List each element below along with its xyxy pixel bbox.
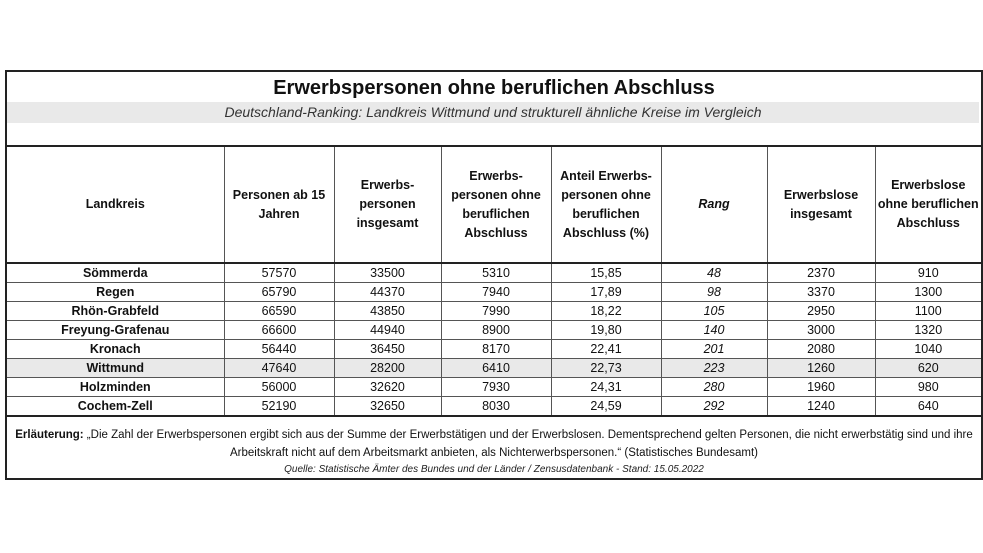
table-row — [7, 378, 981, 397]
cell-erwerbslose-insgesamt: 2370 — [767, 263, 875, 283]
cell-anteil: 24,31 — [551, 378, 661, 397]
cell-erwerbspersonen-ohne-abschluss: 6410 — [441, 359, 551, 378]
cell-anteil: 18,22 — [551, 302, 661, 321]
cell-anteil: 19,80 — [551, 321, 661, 340]
cell-erwerbspersonen-ohne-abschluss: 8900 — [441, 321, 551, 340]
cell-personen-ab-15: 66600 — [224, 321, 334, 340]
cell-erwerbslose-insgesamt: 2080 — [767, 340, 875, 359]
cell-erwerbslose-insgesamt: 1260 — [767, 359, 875, 378]
cell-erwerbspersonen-insgesamt: 36450 — [334, 340, 441, 359]
cell-erwerbspersonen-ohne-abschluss: 8170 — [441, 340, 551, 359]
header-personen-ab-15: Personen ab 15 Jahren — [224, 146, 334, 263]
source-line: Quelle: Statistische Ämter des Bundes und der Länder / Zensusdatenbank - Stand: 15.05.2022 — [284, 464, 704, 475]
table-header-row — [7, 146, 981, 263]
cell-anteil: 24,59 — [551, 397, 661, 417]
cell-erwerbspersonen-ohne-abschluss: 7940 — [441, 283, 551, 302]
cell-erwerbslose-ohne-abschluss: 980 — [875, 378, 981, 397]
cell-personen-ab-15: 56440 — [224, 340, 334, 359]
cell-erwerbspersonen-insgesamt: 43850 — [334, 302, 441, 321]
cell-landkreis: Freyung-Grafenau — [7, 321, 224, 340]
cell-erwerbslose-insgesamt: 1960 — [767, 378, 875, 397]
cell-personen-ab-15: 66590 — [224, 302, 334, 321]
cell-anteil: 15,85 — [551, 263, 661, 283]
cell-anteil: 17,89 — [551, 283, 661, 302]
cell-erwerbspersonen-insgesamt: 28200 — [334, 359, 441, 378]
cell-rang: 201 — [661, 340, 767, 359]
cell-erwerbslose-ohne-abschluss: 1320 — [875, 321, 981, 340]
cell-erwerbslose-ohne-abschluss: 1300 — [875, 283, 981, 302]
table-row — [7, 321, 981, 340]
cell-rang: 105 — [661, 302, 767, 321]
cell-erwerbspersonen-ohne-abschluss: 8030 — [441, 397, 551, 417]
explanation-text: „Die Zahl der Erwerbspersonen ergibt sich aus der Summe der Erwerbstätigen und der Erwerbslosen. Dementsprechend gelten Personen, die nicht erwerbstätig sind und ihre Arbeitskraft nicht auf dem Arbeitsmarkt anbieten, als Nichterwerbspersonen.“ (Statistisches Bundesamt) — [83, 429, 973, 459]
cell-erwerbspersonen-ohne-abschluss: 7930 — [441, 378, 551, 397]
cell-landkreis: Sömmerda — [7, 263, 224, 283]
header-rang: Rang — [661, 146, 767, 263]
cell-erwerbslose-ohne-abschluss: 910 — [875, 263, 981, 283]
cell-erwerbspersonen-ohne-abschluss: 7990 — [441, 302, 551, 321]
cell-landkreis: Regen — [7, 283, 224, 302]
page-title: Erwerbspersonen ohne beruflichen Abschluss — [273, 77, 715, 99]
cell-landkreis: Kronach — [7, 340, 224, 359]
cell-rang: 223 — [661, 359, 767, 378]
cell-erwerbslose-insgesamt: 1240 — [767, 397, 875, 417]
cell-erwerbslose-insgesamt: 2950 — [767, 302, 875, 321]
page-subtitle: Deutschland-Ranking: Landkreis Wittmund und strukturell ähnliche Kreise im Vergleich — [7, 102, 979, 123]
cell-erwerbslose-insgesamt: 3370 — [767, 283, 875, 302]
cell-landkreis: Holzminden — [7, 378, 224, 397]
header-erwerbslose-ohne-abschluss: Erwerbslose ohne beruflichen Abschluss — [875, 146, 981, 263]
cell-erwerbslose-ohne-abschluss: 1100 — [875, 302, 981, 321]
table-row — [7, 359, 981, 378]
cell-erwerbspersonen-insgesamt: 32650 — [334, 397, 441, 417]
cell-erwerbslose-ohne-abschluss: 1040 — [875, 340, 981, 359]
cell-personen-ab-15: 47640 — [224, 359, 334, 378]
cell-rang: 292 — [661, 397, 767, 417]
cell-rang: 140 — [661, 321, 767, 340]
header-erwerbspersonen-ohne-abschluss: Erwerbs-personen ohne beruflichen Abschluss — [441, 146, 551, 263]
cell-rang: 48 — [661, 263, 767, 283]
explanation-note — [13, 426, 975, 462]
cell-erwerbspersonen-insgesamt: 32620 — [334, 378, 441, 397]
data-table — [7, 145, 981, 417]
table-row — [7, 397, 981, 417]
header-anteil: Anteil Erwerbs-personen ohne beruflichen Abschluss (%) — [551, 146, 661, 263]
cell-rang: 280 — [661, 378, 767, 397]
cell-erwerbslose-insgesamt: 3000 — [767, 321, 875, 340]
cell-erwerbspersonen-insgesamt: 33500 — [334, 263, 441, 283]
cell-erwerbspersonen-insgesamt: 44370 — [334, 283, 441, 302]
table-row — [7, 302, 981, 321]
header-erwerbspersonen-insgesamt: Erwerbs-personen insgesamt — [334, 146, 441, 263]
cell-personen-ab-15: 56000 — [224, 378, 334, 397]
cell-personen-ab-15: 57570 — [224, 263, 334, 283]
cell-rang: 98 — [661, 283, 767, 302]
table-row — [7, 263, 981, 283]
cell-erwerbspersonen-ohne-abschluss: 5310 — [441, 263, 551, 283]
cell-erwerbspersonen-insgesamt: 44940 — [334, 321, 441, 340]
table-row — [7, 283, 981, 302]
cell-landkreis: Rhön-Grabfeld — [7, 302, 224, 321]
explanation-label: Erläuterung: — [15, 429, 84, 441]
header-landkreis: Landkreis — [7, 146, 224, 263]
table-row — [7, 340, 981, 359]
cell-erwerbslose-ohne-abschluss: 640 — [875, 397, 981, 417]
cell-landkreis: Cochem-Zell — [7, 397, 224, 417]
header-erwerbslose-insgesamt: Erwerbslose insgesamt — [767, 146, 875, 263]
cell-anteil: 22,73 — [551, 359, 661, 378]
cell-erwerbslose-ohne-abschluss: 620 — [875, 359, 981, 378]
cell-personen-ab-15: 52190 — [224, 397, 334, 417]
cell-landkreis: Wittmund — [7, 359, 224, 378]
cell-personen-ab-15: 65790 — [224, 283, 334, 302]
cell-anteil: 22,41 — [551, 340, 661, 359]
report-frame — [5, 70, 983, 480]
